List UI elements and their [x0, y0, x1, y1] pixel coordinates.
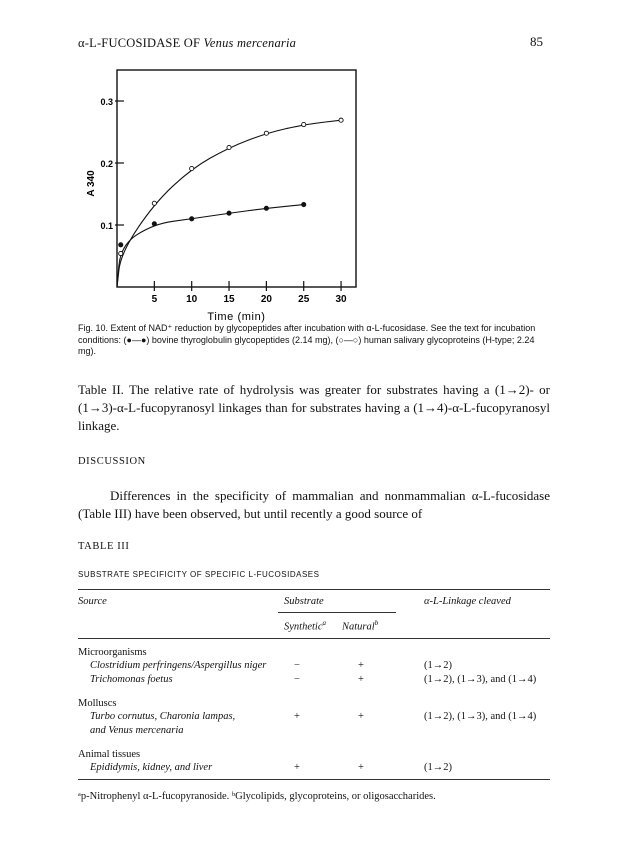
data-point	[190, 217, 194, 221]
table-footnote: ᵃp-Nitrophenyl α-L-fucopyranoside. ᵇGlycolipids, glycoproteins, or oligosaccharides.	[78, 791, 436, 802]
table-top-rule	[78, 589, 550, 590]
natural-footnote-mark: b	[374, 619, 379, 627]
page-number: 85	[530, 34, 543, 49]
y-tick-label: 0.2	[100, 159, 113, 169]
y-tick-label: 0.3	[100, 97, 113, 107]
substrate-span-rule	[278, 612, 396, 613]
row-natural: +	[358, 660, 364, 671]
col-header-source: Source	[78, 596, 107, 607]
group-name: Microorganisms	[78, 647, 147, 658]
body-paragraph-2: Differences in the specificity of mammalian and nonmammalian α-L-fucosidase (Table III) have been observed, but until recently a good source of	[78, 488, 550, 521]
data-point	[339, 118, 343, 122]
x-tick-label: 25	[298, 294, 310, 305]
body-paragraph-1: Table II. The relative rate of hydrolysis was greater for substrates having a (1→2)- or (1→3)-α-L-fucopyranosyl linkages than for substrates having a (1→4)-α-L-fucopyranosyl linkage.	[78, 382, 550, 433]
data-point	[264, 206, 268, 210]
row-source: Trichomonas foetus	[90, 674, 173, 685]
row-linkage: (1→2)	[424, 660, 452, 671]
row-linkage: (1→2), (1→3), and (1→4)	[424, 674, 537, 685]
group-name: Animal tissues	[78, 749, 141, 760]
table-subheading: SUBSTRATE SPECIFICITY OF SPECIFIC L-FUCOSIDASES	[78, 570, 320, 579]
group-name: Molluscs	[78, 698, 117, 709]
col-header-substrate: Substrate	[284, 596, 324, 607]
row-natural: +	[358, 711, 364, 722]
synthetic-footnote-mark: a	[322, 619, 326, 627]
row-linkage: (1→2), (1→3), and (1→4)	[424, 711, 537, 722]
data-point	[119, 243, 123, 247]
data-point	[152, 222, 156, 226]
x-tick-label: 15	[223, 294, 235, 305]
row-natural: +	[358, 674, 364, 685]
y-axis-label: A 340	[86, 170, 97, 197]
x-tick-label: 30	[335, 294, 347, 305]
data-point	[302, 122, 306, 126]
row-source: Epididymis, kidney, and liver	[90, 762, 213, 773]
col-header-synthetic	[284, 619, 326, 633]
row-natural: +	[358, 762, 364, 773]
discussion-heading: DISCUSSION	[78, 456, 146, 467]
row-source: Clostridium perfringens/Aspergillus niger	[90, 660, 267, 671]
data-point	[190, 166, 194, 170]
x-tick-label: 20	[260, 294, 272, 305]
table-heading: TABLE III	[78, 541, 130, 552]
data-point	[152, 201, 156, 205]
table-header-rule	[78, 638, 550, 639]
plot-frame	[117, 70, 356, 287]
row-synthetic: −	[294, 674, 300, 685]
data-point	[227, 145, 231, 149]
data-point	[227, 211, 231, 215]
x-tick-label: 10	[186, 294, 198, 305]
col-header-linkage: α-L-Linkage cleaved	[424, 596, 511, 607]
row-synthetic: +	[294, 711, 300, 722]
synthetic-label: Synthetic	[284, 621, 323, 633]
data-point	[119, 251, 123, 255]
natural-label: Natural	[342, 621, 375, 633]
figure-caption: Fig. 10. Extent of NAD⁺ reduction by glycopeptides after incubation with α-L-fucosidase. See the text for incubation conditions: (●—●) bovine thyroglobulin glycopeptides (2.14 mg), (○—○) human salivary glycoproteins (H-type; 2.24 mg).	[78, 323, 536, 356]
x-axis-label: Time (min)	[207, 311, 266, 323]
data-point	[302, 202, 306, 206]
table-bottom-rule	[78, 779, 550, 780]
row-source: Turbo cornutus, Charonia lampas,	[90, 711, 236, 722]
col-header-natural	[342, 619, 378, 633]
running-title-prefix: α-L-FUCOSIDASE OF	[78, 36, 204, 50]
figure-10-chart	[0, 0, 624, 330]
row-source-cont: and Venus mercenaria	[90, 725, 184, 736]
row-linkage: (1→2)	[424, 762, 452, 773]
data-point	[264, 131, 268, 135]
row-synthetic: −	[294, 660, 300, 671]
x-tick-label: 5	[151, 294, 158, 305]
y-tick-label: 0.1	[100, 221, 113, 231]
running-title-species: Venus mercenaria	[203, 36, 297, 50]
row-synthetic: +	[294, 762, 300, 773]
